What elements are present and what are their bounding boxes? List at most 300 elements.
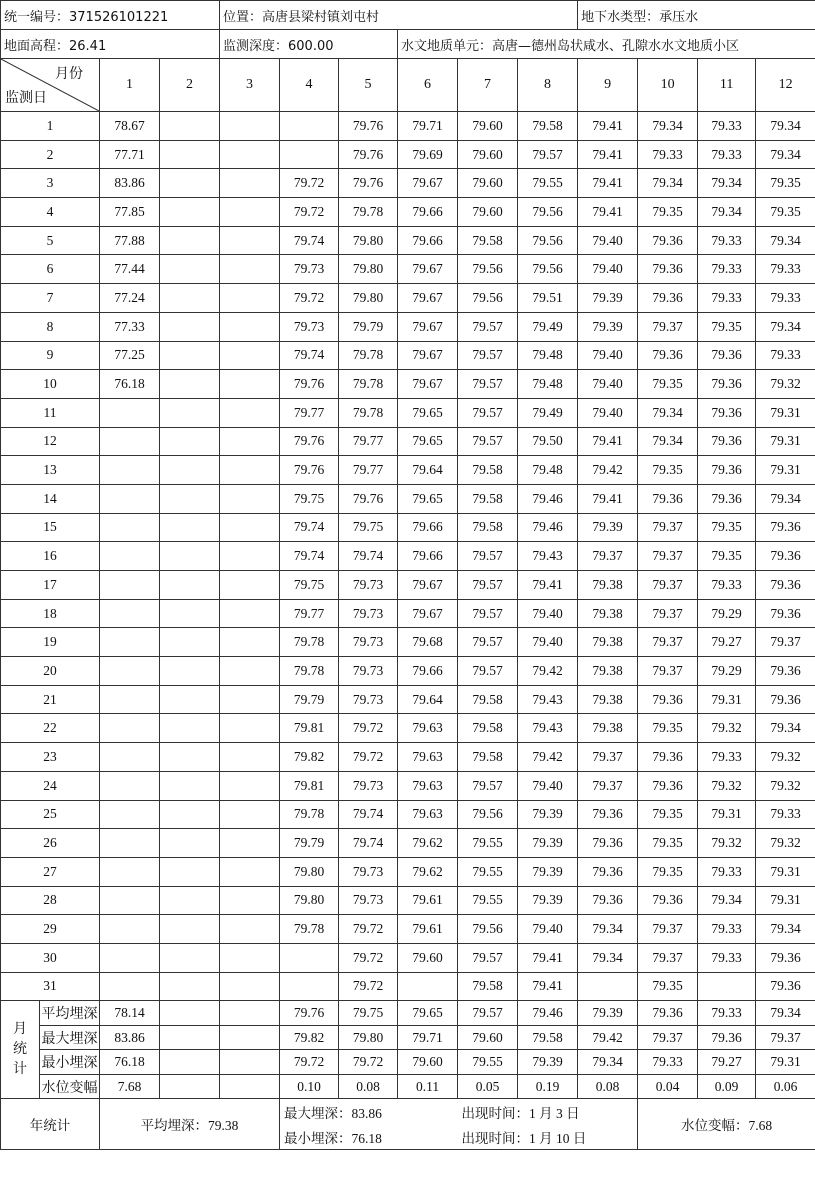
- stats-row: [1, 1001, 815, 1026]
- stat-value-cell: 79.76: [280, 1001, 339, 1026]
- depth-value-cell: [100, 943, 160, 972]
- depth-value-cell: 79.77: [280, 599, 339, 628]
- depth-value-cell: 77.85: [100, 198, 160, 227]
- depth-value-cell: 79.39: [518, 829, 578, 858]
- depth-value-cell: [160, 140, 220, 169]
- month-header: 5: [339, 59, 398, 112]
- depth-value-cell: 79.34: [756, 915, 815, 944]
- depth-value-cell: 79.58: [458, 484, 518, 513]
- depth-value-cell: [220, 169, 280, 198]
- depth-value-cell: 79.78: [280, 800, 339, 829]
- depth-value-cell: 79.33: [756, 341, 815, 370]
- day-cell: 24: [1, 771, 100, 800]
- depth-value-cell: [578, 972, 638, 1001]
- day-cell: 17: [1, 571, 100, 600]
- depth-value-cell: 79.33: [756, 800, 815, 829]
- stat-value-cell: 79.60: [398, 1050, 458, 1075]
- stat-value-cell: 0.10: [280, 1074, 339, 1099]
- depth-value-cell: 79.36: [698, 456, 756, 485]
- depth-value-cell: 79.58: [458, 743, 518, 772]
- depth-value-cell: 79.65: [398, 427, 458, 456]
- depth-value-cell: 79.58: [458, 972, 518, 1001]
- stat-value-cell: 0.08: [578, 1074, 638, 1099]
- depth-value-cell: 79.33: [698, 571, 756, 600]
- stat-value-cell: [220, 1074, 280, 1099]
- stat-value-cell: [160, 1050, 220, 1075]
- day-cell: 12: [1, 427, 100, 456]
- stat-value-cell: 76.18: [100, 1050, 160, 1075]
- table-row: [1, 714, 815, 743]
- depth-value-cell: [160, 829, 220, 858]
- depth-value-cell: [160, 112, 220, 141]
- depth-value-cell: [100, 771, 160, 800]
- depth-value-cell: 79.41: [578, 198, 638, 227]
- depth-value-cell: 79.34: [698, 198, 756, 227]
- depth-value-cell: 79.73: [339, 599, 398, 628]
- stat-value-cell: 79.55: [458, 1050, 518, 1075]
- depth-value-cell: 79.36: [756, 599, 815, 628]
- depth-value-cell: [160, 427, 220, 456]
- depth-value-cell: 79.79: [280, 685, 339, 714]
- depth-value-cell: 79.57: [458, 312, 518, 341]
- depth-value-cell: 79.78: [339, 198, 398, 227]
- day-cell: 8: [1, 312, 100, 341]
- depth-value-cell: 79.80: [339, 226, 398, 255]
- depth-value-cell: 79.29: [698, 599, 756, 628]
- depth-value-cell: [220, 456, 280, 485]
- depth-value-cell: 79.39: [518, 886, 578, 915]
- depth-value-cell: 79.57: [458, 943, 518, 972]
- depth-value-cell: [220, 112, 280, 141]
- depth-value-cell: 79.37: [638, 657, 698, 686]
- depth-value-cell: 79.76: [339, 140, 398, 169]
- depth-value-cell: 79.40: [518, 599, 578, 628]
- month-header: 1: [100, 59, 160, 112]
- table-row: [1, 198, 815, 227]
- stat-name-cell: 最小埋深: [40, 1050, 100, 1075]
- day-cell: 26: [1, 829, 100, 858]
- depth-value-cell: 79.36: [638, 743, 698, 772]
- depth-value-cell: 79.50: [518, 427, 578, 456]
- depth-value-cell: 79.33: [698, 226, 756, 255]
- depth-value-cell: 79.78: [339, 341, 398, 370]
- day-cell: 28: [1, 886, 100, 915]
- depth-value-cell: 79.72: [339, 915, 398, 944]
- depth-value-cell: 79.74: [280, 341, 339, 370]
- depth-value-cell: [220, 398, 280, 427]
- day-cell: 13: [1, 456, 100, 485]
- depth-value-cell: 79.67: [398, 599, 458, 628]
- stat-value-cell: [160, 1025, 220, 1050]
- depth-value-cell: 79.81: [280, 771, 339, 800]
- table-row: [1, 943, 815, 972]
- depth-value-cell: 79.68: [398, 628, 458, 657]
- depth-value-cell: 79.36: [756, 657, 815, 686]
- depth-value-cell: 79.31: [756, 857, 815, 886]
- depth-value-cell: [220, 657, 280, 686]
- depth-value-cell: 79.37: [638, 628, 698, 657]
- depth-value-cell: 79.56: [518, 226, 578, 255]
- depth-value-cell: [100, 513, 160, 542]
- depth-value-cell: [100, 886, 160, 915]
- depth-value-cell: [220, 800, 280, 829]
- monitoring-depth: 监测深度：600.00: [220, 30, 398, 59]
- depth-value-cell: [220, 140, 280, 169]
- depth-value-cell: 79.57: [458, 398, 518, 427]
- depth-value-cell: 79.36: [638, 484, 698, 513]
- depth-value-cell: [160, 169, 220, 198]
- depth-value-cell: [398, 972, 458, 1001]
- depth-value-cell: 79.41: [518, 571, 578, 600]
- table-row: [1, 398, 815, 427]
- depth-value-cell: 79.69: [398, 140, 458, 169]
- table-row: [1, 571, 815, 600]
- depth-value-cell: 79.72: [280, 198, 339, 227]
- depth-value-cell: 79.74: [339, 829, 398, 858]
- stat-value-cell: 79.39: [518, 1050, 578, 1075]
- depth-value-cell: 79.41: [578, 169, 638, 198]
- depth-value-cell: 79.58: [518, 112, 578, 141]
- stat-value-cell: 79.57: [458, 1001, 518, 1026]
- depth-value-cell: 79.33: [698, 284, 756, 313]
- station-id: 统一编号：371526101221: [1, 1, 220, 30]
- depth-value-cell: 79.35: [638, 456, 698, 485]
- depth-value-cell: 79.56: [518, 255, 578, 284]
- depth-value-cell: 79.73: [339, 685, 398, 714]
- day-cell: 16: [1, 542, 100, 571]
- depth-value-cell: [160, 628, 220, 657]
- day-cell: 18: [1, 599, 100, 628]
- stats-group-char: 统: [13, 1041, 27, 1057]
- depth-value-cell: 79.35: [638, 714, 698, 743]
- table-row: [1, 140, 815, 169]
- depth-value-cell: 79.57: [458, 771, 518, 800]
- depth-value-cell: [220, 341, 280, 370]
- depth-value-cell: [160, 685, 220, 714]
- depth-value-cell: 77.25: [100, 341, 160, 370]
- depth-value-cell: 79.55: [458, 886, 518, 915]
- depth-value-cell: [220, 571, 280, 600]
- depth-value-cell: 79.37: [638, 542, 698, 571]
- depth-value-cell: 79.34: [756, 226, 815, 255]
- depth-value-cell: 79.75: [280, 571, 339, 600]
- depth-value-cell: [160, 571, 220, 600]
- depth-value-cell: [220, 628, 280, 657]
- depth-value-cell: 79.34: [698, 886, 756, 915]
- depth-value-cell: [100, 657, 160, 686]
- depth-value-cell: [160, 542, 220, 571]
- depth-value-cell: 79.36: [638, 886, 698, 915]
- depth-value-cell: 79.42: [518, 657, 578, 686]
- stat-value-cell: [220, 1050, 280, 1075]
- depth-value-cell: [160, 484, 220, 513]
- depth-value-cell: 79.66: [398, 226, 458, 255]
- depth-value-cell: 79.34: [756, 714, 815, 743]
- depth-value-cell: 79.60: [458, 140, 518, 169]
- depth-value-cell: [160, 800, 220, 829]
- table-row: [1, 542, 815, 571]
- depth-value-cell: 79.33: [698, 857, 756, 886]
- depth-value-cell: 79.36: [698, 341, 756, 370]
- month-header: 2: [160, 59, 220, 112]
- depth-value-cell: 79.37: [638, 599, 698, 628]
- depth-value-cell: 79.73: [339, 657, 398, 686]
- depth-value-cell: 79.80: [339, 284, 398, 313]
- depth-value-cell: 79.73: [339, 628, 398, 657]
- depth-value-cell: 79.72: [339, 972, 398, 1001]
- depth-value-cell: 79.58: [458, 456, 518, 485]
- stat-value-cell: 79.75: [339, 1001, 398, 1026]
- depth-value-cell: 79.34: [638, 427, 698, 456]
- depth-value-cell: 79.67: [398, 341, 458, 370]
- depth-value-cell: 79.65: [398, 484, 458, 513]
- depth-value-cell: 79.31: [756, 398, 815, 427]
- depth-value-cell: 79.73: [280, 255, 339, 284]
- stat-value-cell: 83.86: [100, 1025, 160, 1050]
- depth-value-cell: 79.31: [756, 456, 815, 485]
- depth-value-cell: [160, 198, 220, 227]
- depth-value-cell: 79.39: [578, 284, 638, 313]
- depth-value-cell: [100, 398, 160, 427]
- day-cell: 4: [1, 198, 100, 227]
- depth-value-cell: 79.31: [698, 800, 756, 829]
- depth-value-cell: 79.36: [698, 370, 756, 399]
- day-cell: 15: [1, 513, 100, 542]
- day-cell: 3: [1, 169, 100, 198]
- depth-value-cell: 79.36: [756, 542, 815, 571]
- depth-value-cell: 79.60: [458, 112, 518, 141]
- depth-value-cell: 79.40: [518, 628, 578, 657]
- depth-value-cell: 79.31: [698, 685, 756, 714]
- depth-value-cell: 79.63: [398, 743, 458, 772]
- depth-value-cell: 79.81: [280, 714, 339, 743]
- depth-value-cell: 79.36: [638, 771, 698, 800]
- month-axis-label: 月份: [55, 67, 83, 82]
- depth-value-cell: 79.36: [638, 341, 698, 370]
- depth-value-cell: 79.40: [578, 398, 638, 427]
- depth-value-cell: 79.76: [339, 484, 398, 513]
- depth-value-cell: 79.43: [518, 714, 578, 743]
- depth-value-cell: 79.41: [518, 972, 578, 1001]
- depth-value-cell: 79.35: [756, 169, 815, 198]
- depth-value-cell: 79.35: [698, 513, 756, 542]
- depth-value-cell: 79.36: [698, 484, 756, 513]
- depth-value-cell: 79.35: [638, 370, 698, 399]
- depth-value-cell: [100, 427, 160, 456]
- stats-row: [1, 1025, 815, 1050]
- depth-value-cell: 79.58: [458, 513, 518, 542]
- table-row: [1, 255, 815, 284]
- depth-value-cell: 79.79: [280, 829, 339, 858]
- depth-value-cell: 79.76: [280, 456, 339, 485]
- depth-value-cell: 79.36: [638, 226, 698, 255]
- depth-value-cell: [280, 972, 339, 1001]
- day-cell: 14: [1, 484, 100, 513]
- depth-value-cell: 79.38: [578, 571, 638, 600]
- day-cell: 2: [1, 140, 100, 169]
- depth-value-cell: 79.33: [756, 255, 815, 284]
- depth-value-cell: [220, 857, 280, 886]
- depth-value-cell: 79.42: [578, 456, 638, 485]
- month-header: 8: [518, 59, 578, 112]
- depth-value-cell: 79.57: [458, 427, 518, 456]
- depth-value-cell: 79.31: [756, 427, 815, 456]
- station-location: 位置：高唐县梁村镇刘屯村: [220, 1, 578, 30]
- stat-value-cell: 79.34: [756, 1001, 815, 1026]
- depth-value-cell: 79.76: [339, 112, 398, 141]
- depth-value-cell: [160, 972, 220, 1001]
- depth-value-cell: [220, 972, 280, 1001]
- depth-value-cell: [160, 312, 220, 341]
- depth-value-cell: 79.78: [339, 370, 398, 399]
- depth-value-cell: 79.37: [578, 542, 638, 571]
- depth-value-cell: [220, 284, 280, 313]
- yearly-min-depth: 最小埋深：76.18: [280, 1124, 458, 1150]
- depth-value-cell: 77.71: [100, 140, 160, 169]
- depth-value-cell: [280, 943, 339, 972]
- depth-value-cell: 79.72: [280, 284, 339, 313]
- depth-value-cell: 79.66: [398, 542, 458, 571]
- depth-value-cell: 79.67: [398, 169, 458, 198]
- table-row: [1, 915, 815, 944]
- stat-value-cell: 79.72: [280, 1050, 339, 1075]
- depth-value-cell: 79.67: [398, 255, 458, 284]
- month-header: 3: [220, 59, 280, 112]
- monthly-stats-group-label: [1, 1001, 40, 1099]
- depth-value-cell: [100, 542, 160, 571]
- depth-value-cell: [220, 886, 280, 915]
- depth-value-cell: [160, 743, 220, 772]
- depth-value-cell: 79.73: [280, 312, 339, 341]
- depth-value-cell: [100, 484, 160, 513]
- stat-value-cell: 79.27: [698, 1050, 756, 1075]
- depth-value-cell: 79.36: [578, 829, 638, 858]
- stat-value-cell: 0.11: [398, 1074, 458, 1099]
- day-axis-label: 监测日: [5, 91, 47, 106]
- depth-value-cell: 79.29: [698, 657, 756, 686]
- depth-value-cell: [220, 484, 280, 513]
- hydrogeologic-unit: 水文地质单元：高唐—德州岛状咸水、孔隙水水文地质小区: [398, 30, 815, 59]
- table-row: [1, 284, 815, 313]
- depth-value-cell: [160, 857, 220, 886]
- day-cell: 10: [1, 370, 100, 399]
- depth-value-cell: 79.56: [518, 198, 578, 227]
- depth-value-cell: 79.32: [698, 829, 756, 858]
- table-row: [1, 972, 815, 1001]
- day-cell: 5: [1, 226, 100, 255]
- depth-value-cell: [160, 915, 220, 944]
- depth-value-cell: 79.35: [698, 312, 756, 341]
- depth-value-cell: 79.37: [756, 628, 815, 657]
- depth-value-cell: 79.56: [458, 915, 518, 944]
- stat-name-cell: 平均埋深: [40, 1001, 100, 1026]
- day-cell: 6: [1, 255, 100, 284]
- day-cell: 31: [1, 972, 100, 1001]
- stat-value-cell: 78.14: [100, 1001, 160, 1026]
- depth-value-cell: 77.33: [100, 312, 160, 341]
- stat-value-cell: 79.39: [578, 1001, 638, 1026]
- depth-value-cell: 79.41: [578, 140, 638, 169]
- depth-value-cell: 79.57: [458, 370, 518, 399]
- depth-value-cell: [160, 657, 220, 686]
- depth-value-cell: 79.73: [339, 857, 398, 886]
- stat-value-cell: 79.65: [398, 1001, 458, 1026]
- depth-value-cell: [160, 943, 220, 972]
- depth-value-cell: 79.66: [398, 198, 458, 227]
- table-row: [1, 456, 815, 485]
- day-cell: 11: [1, 398, 100, 427]
- table-row: [1, 370, 815, 399]
- day-cell: 21: [1, 685, 100, 714]
- depth-value-cell: 79.34: [638, 169, 698, 198]
- depth-value-cell: 79.79: [339, 312, 398, 341]
- day-cell: 22: [1, 714, 100, 743]
- depth-value-cell: [220, 771, 280, 800]
- depth-value-cell: 79.80: [280, 857, 339, 886]
- depth-value-cell: 79.38: [578, 714, 638, 743]
- depth-value-cell: 79.37: [578, 743, 638, 772]
- depth-value-cell: [220, 943, 280, 972]
- depth-value-cell: 79.71: [398, 112, 458, 141]
- depth-value-cell: 79.37: [578, 771, 638, 800]
- depth-value-cell: 79.43: [518, 685, 578, 714]
- depth-value-cell: 79.36: [698, 427, 756, 456]
- depth-value-cell: [160, 341, 220, 370]
- yearly-average-depth: 平均埋深：79.38: [100, 1099, 280, 1150]
- depth-value-cell: 79.77: [339, 427, 398, 456]
- depth-value-cell: 79.58: [458, 226, 518, 255]
- corner-header: [1, 59, 100, 112]
- depth-value-cell: 79.56: [458, 255, 518, 284]
- depth-value-cell: [100, 456, 160, 485]
- stats-row: [1, 1074, 815, 1099]
- depth-value-cell: 79.35: [698, 542, 756, 571]
- depth-value-cell: 77.24: [100, 284, 160, 313]
- stat-value-cell: 79.46: [518, 1001, 578, 1026]
- day-cell: 29: [1, 915, 100, 944]
- depth-value-cell: 79.37: [638, 571, 698, 600]
- depth-value-cell: 79.31: [756, 886, 815, 915]
- depth-value-cell: 79.49: [518, 312, 578, 341]
- depth-value-cell: [100, 685, 160, 714]
- depth-value-cell: 79.36: [638, 284, 698, 313]
- day-cell: 20: [1, 657, 100, 686]
- day-cell: 9: [1, 341, 100, 370]
- depth-value-cell: 79.34: [638, 398, 698, 427]
- month-header: 10: [638, 59, 698, 112]
- day-cell: 7: [1, 284, 100, 313]
- ground-elevation: 地面高程：26.41: [1, 30, 220, 59]
- depth-value-cell: 79.56: [458, 284, 518, 313]
- depth-value-cell: 79.35: [638, 800, 698, 829]
- depth-value-cell: 79.34: [698, 169, 756, 198]
- table-row: [1, 484, 815, 513]
- table-row: [1, 341, 815, 370]
- stats-group-char: 计: [13, 1061, 27, 1077]
- depth-value-cell: 79.36: [756, 571, 815, 600]
- depth-value-cell: [100, 599, 160, 628]
- depth-value-cell: 79.33: [698, 112, 756, 141]
- depth-value-cell: [100, 571, 160, 600]
- depth-value-cell: 79.74: [280, 542, 339, 571]
- depth-value-cell: 77.88: [100, 226, 160, 255]
- stat-value-cell: 79.80: [339, 1025, 398, 1050]
- stat-value-cell: 79.36: [638, 1001, 698, 1026]
- depth-value-cell: [100, 800, 160, 829]
- stat-value-cell: 0.04: [638, 1074, 698, 1099]
- depth-value-cell: 79.34: [756, 484, 815, 513]
- depth-value-cell: 79.61: [398, 886, 458, 915]
